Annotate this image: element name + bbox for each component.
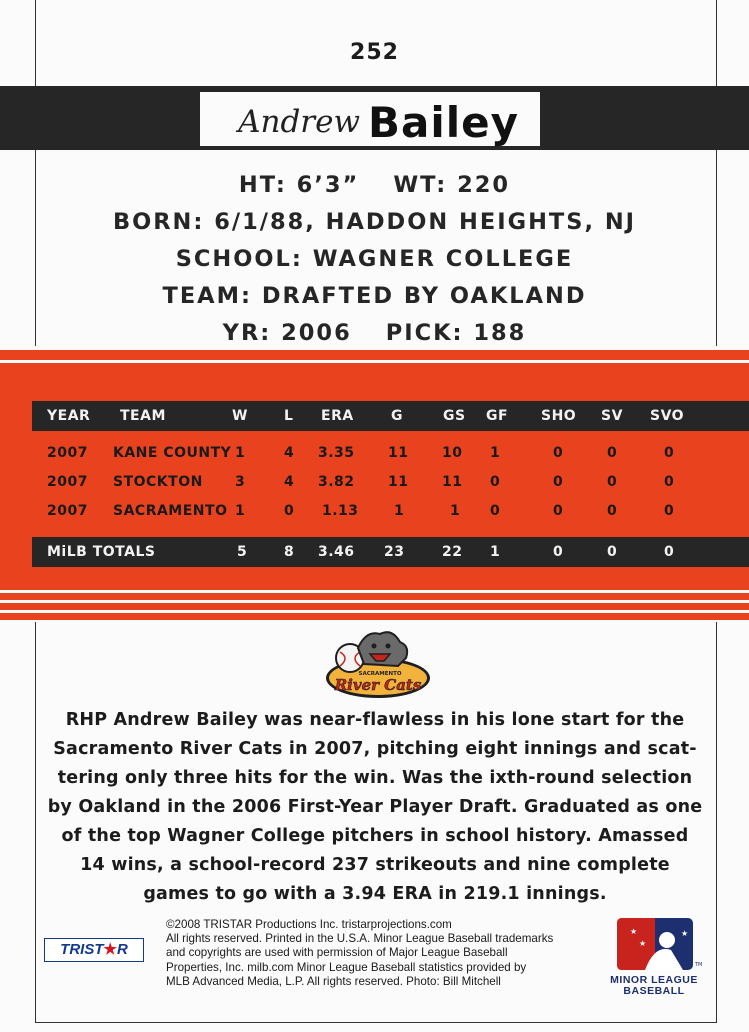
stats-cell: 1 bbox=[450, 503, 461, 519]
legal-text bbox=[166, 918, 596, 989]
legal-line: and copyrights are used with permission of Major League Baseball bbox=[166, 946, 508, 960]
stats-header-cell: G bbox=[391, 408, 403, 424]
stats-cell: 0 bbox=[664, 445, 675, 461]
stats-cell: 0 bbox=[607, 445, 618, 461]
logo-text-river-cats: River Cats bbox=[334, 676, 422, 694]
stats-cell: 2007 bbox=[47, 474, 88, 490]
logo-text-sacramento: SACRAMENTO bbox=[358, 671, 402, 677]
stats-header-cell: SHO bbox=[541, 408, 577, 424]
stats-total-cell: 22 bbox=[442, 544, 463, 560]
milb-logo-line: MINOR LEAGUE bbox=[610, 974, 698, 986]
player-first-name: Andrew bbox=[238, 104, 360, 140]
bio-pick: PICK: 188 bbox=[385, 320, 527, 346]
stats-cell: 4 bbox=[284, 445, 295, 461]
blurb-line: RHP Andrew Bailey was near-flawless in his lone start for the bbox=[65, 710, 685, 730]
blurb-line: 14 wins, a school-record 237 strikeouts and nine complete bbox=[80, 855, 670, 875]
stats-cell: 10 bbox=[442, 445, 463, 461]
blurb-line: of the top Wagner College pitchers in school history. Amassed bbox=[61, 826, 689, 846]
stripe bbox=[0, 600, 749, 603]
bio-year: YR: 2006 bbox=[222, 320, 352, 346]
bio-team: TEAM: DRAFTED BY OAKLAND bbox=[162, 283, 587, 309]
trademark-label: TM bbox=[695, 962, 703, 968]
star-icon: ★ bbox=[103, 941, 117, 958]
svg-text:★: ★ bbox=[639, 939, 647, 948]
stats-cell: 2007 bbox=[47, 503, 88, 519]
stats-header-cell: GS bbox=[443, 408, 466, 424]
stats-cell: 0 bbox=[553, 474, 564, 490]
stats-total-cell: 8 bbox=[284, 544, 295, 560]
legal-line: ©2008 TRISTAR Productions Inc. tristarprojections.com bbox=[166, 918, 452, 931]
stats-cell: 1 bbox=[235, 503, 246, 519]
stripe bbox=[0, 360, 749, 363]
svg-text:★: ★ bbox=[681, 929, 689, 938]
stats-cell: 1 bbox=[394, 503, 405, 519]
stats-cell: 11 bbox=[388, 445, 409, 461]
stats-cell: 11 bbox=[388, 474, 409, 490]
stats-cell: 1 bbox=[490, 445, 501, 461]
legal-line: All rights reserved. Printed in the U.S.A. Minor League Baseball trademarks bbox=[166, 932, 554, 946]
stats-header-cell: YEAR bbox=[47, 408, 91, 424]
bio-born: BORN: 6/1/88, HADDON HEIGHTS, NJ bbox=[112, 209, 637, 235]
stats-header-cell: GF bbox=[486, 408, 509, 424]
bio-draft bbox=[0, 320, 749, 346]
stats-cell: 0 bbox=[664, 474, 675, 490]
bio-height-weight bbox=[0, 172, 749, 198]
tristar-logo bbox=[44, 938, 144, 962]
stats-cell: 3.35 bbox=[318, 445, 355, 461]
tristar-logo-text: TRIST bbox=[60, 941, 104, 958]
svg-text:★: ★ bbox=[630, 927, 638, 936]
blurb-line: Sacramento River Cats in 2007, pitching eight innings and scat- bbox=[53, 739, 697, 759]
milb-logo-line: BASEBALL bbox=[623, 985, 685, 997]
stats-cell: STOCKTON bbox=[113, 474, 203, 490]
stats-total-cell: 23 bbox=[384, 544, 405, 560]
blurb-line: tering only three hits for the win. Was the ixth-round selection bbox=[57, 768, 693, 788]
stats-header-cell: L bbox=[284, 408, 294, 424]
bio-school: SCHOOL: WAGNER COLLEGE bbox=[175, 246, 574, 272]
player-blurb bbox=[40, 706, 710, 909]
stats-cell: 3 bbox=[235, 474, 246, 490]
stripe bbox=[0, 610, 749, 613]
minor-league-baseball-logo-icon bbox=[605, 914, 705, 1014]
legal-line: Properties, Inc. milb.com Minor League Baseball statistics provided by bbox=[166, 960, 527, 974]
stats-total-cell: 5 bbox=[237, 544, 248, 560]
river-cats-logo-icon bbox=[318, 628, 434, 706]
blurb-line: games to go with a 3.94 ERA in 219.1 innings. bbox=[143, 884, 607, 904]
stats-cell: 0 bbox=[553, 503, 564, 519]
stats-cell: 0 bbox=[490, 474, 501, 490]
stats-cell: 3.82 bbox=[318, 474, 355, 490]
stats-header-cell: SVO bbox=[650, 408, 685, 424]
stripe bbox=[0, 590, 749, 593]
stats-cell: 4 bbox=[284, 474, 295, 490]
stats-total-cell: 1 bbox=[490, 544, 501, 560]
stats-cell: 1 bbox=[235, 445, 246, 461]
stats-cell: KANE COUNTY bbox=[113, 445, 232, 461]
stats-header-cell: ERA bbox=[321, 408, 354, 424]
bio-height: HT: 6’3” bbox=[238, 172, 360, 198]
stats-header-cell: W bbox=[232, 408, 248, 424]
legal-line: MLB Advanced Media, L.P. All rights reserved. Photo: Bill Mitchell bbox=[166, 974, 501, 988]
stats-cell: SACRAMENTO bbox=[113, 503, 228, 519]
player-last-name: Bailey bbox=[368, 98, 520, 147]
stats-header-cell: SV bbox=[601, 408, 623, 424]
stats-cell: 0 bbox=[553, 445, 564, 461]
stats-total-cell: 3.46 bbox=[318, 544, 355, 560]
stats-cell: 2007 bbox=[47, 445, 88, 461]
tristar-logo-text: R bbox=[116, 941, 128, 958]
stats-cell: 0 bbox=[490, 503, 501, 519]
stats-cell: 0 bbox=[664, 503, 675, 519]
stats-total-cell: 0 bbox=[664, 544, 675, 560]
stats-cell: 0 bbox=[607, 474, 618, 490]
stats-cell: 0 bbox=[607, 503, 618, 519]
stats-cell: 0 bbox=[284, 503, 295, 519]
bio-weight: WT: 220 bbox=[393, 172, 511, 198]
stats-totals-label: MiLB TOTALS bbox=[47, 544, 156, 560]
stats-total-cell: 0 bbox=[607, 544, 618, 560]
card-number: 252 bbox=[350, 40, 399, 65]
milb-logo-text bbox=[596, 975, 712, 997]
stats-header-cell: TEAM bbox=[120, 408, 166, 424]
stats-cell: 1.13 bbox=[322, 503, 359, 519]
stats-cell: 11 bbox=[442, 474, 463, 490]
stats-total-cell: 0 bbox=[553, 544, 564, 560]
blurb-line: by Oakland in the 2006 First-Year Player Draft. Graduated as one bbox=[47, 797, 703, 817]
